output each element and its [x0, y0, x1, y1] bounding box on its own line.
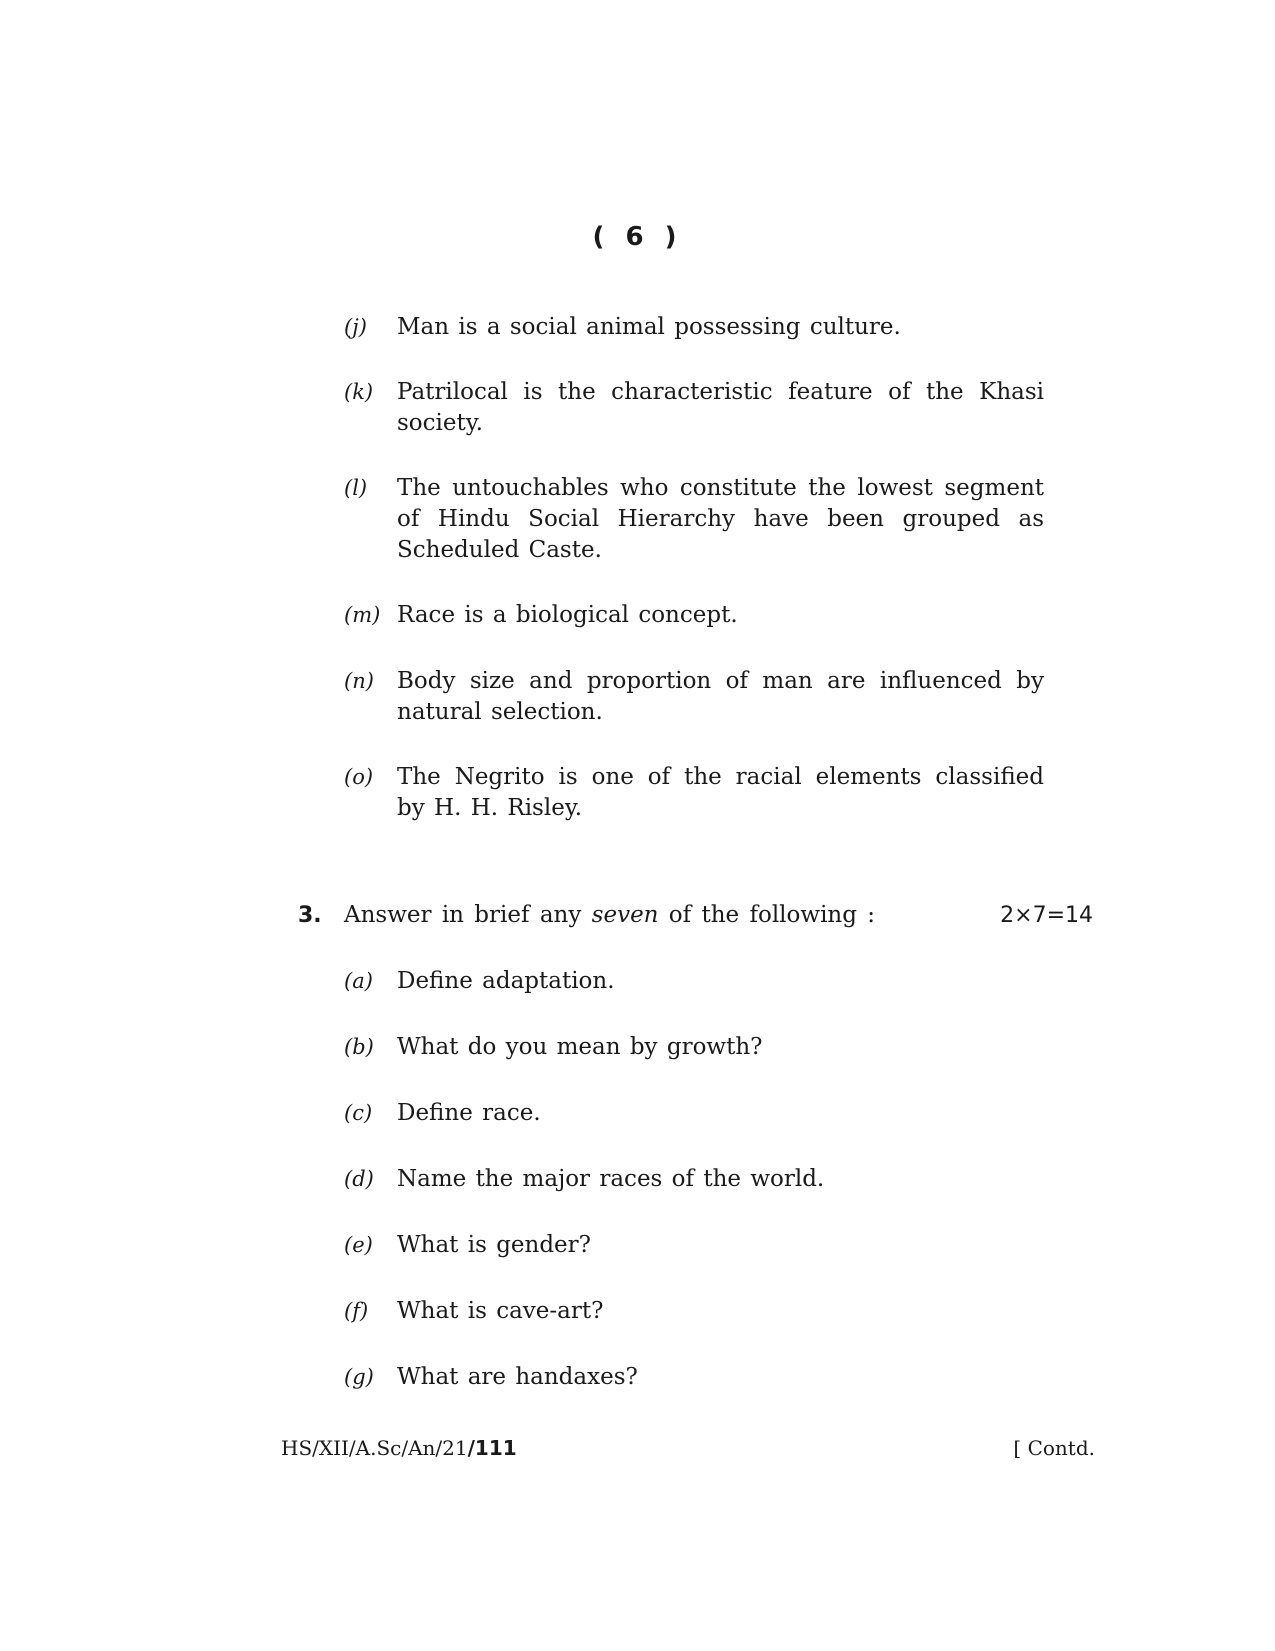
list-item	[344, 377, 1044, 439]
paper-code-prefix: HS/XII/A.Sc/An/21	[281, 1436, 468, 1460]
continued-marker: [ Contd.	[1013, 1436, 1095, 1460]
paper-code-number: /111	[467, 1436, 517, 1460]
question-number: 3.	[298, 903, 322, 928]
instruction-suffix: of the following :	[658, 902, 876, 928]
item-text: What is gender?	[397, 1232, 591, 1258]
list-item	[344, 473, 1044, 566]
item-label: (g)	[344, 1365, 374, 1389]
item-label: (k)	[344, 380, 374, 404]
item-label: (j)	[344, 315, 367, 339]
list-item	[344, 966, 1044, 997]
item-text: The untouchables who constitute the lowest segment of Hindu Social Hierarchy have been grouped as Scheduled Caste.	[397, 475, 1044, 563]
list-item	[344, 1032, 1044, 1063]
list-item	[344, 1230, 1044, 1261]
list-item	[344, 1296, 1044, 1327]
list-item	[344, 600, 1044, 631]
list-item	[344, 762, 1044, 824]
item-text: Man is a social animal possessing culture.	[397, 314, 901, 340]
item-text: What are handaxes?	[397, 1364, 638, 1390]
item-label: (n)	[344, 669, 374, 693]
page-number: ( 6 )	[592, 222, 683, 252]
item-text: Patrilocal is the characteristic feature of the Khasi society.	[397, 379, 1044, 436]
item-label: (m)	[344, 603, 381, 627]
item-text: What is cave-art?	[397, 1298, 604, 1324]
item-text: Define race.	[397, 1100, 541, 1126]
item-label: (c)	[344, 1101, 373, 1125]
question-instruction	[344, 900, 875, 931]
item-label: (f)	[344, 1299, 369, 1323]
list-item	[344, 1362, 1044, 1393]
item-text: Body size and proportion of man are influenced by natural selection.	[397, 668, 1044, 725]
paper-code	[281, 1436, 517, 1460]
item-text: Name the major races of the world.	[397, 1166, 825, 1192]
item-text: Define adaptation.	[397, 968, 615, 994]
list-item	[344, 1098, 1044, 1129]
question-marks: 2×7=14	[1000, 903, 1093, 928]
item-label: (l)	[344, 476, 368, 500]
list-item	[344, 666, 1044, 728]
instruction-emphasis: seven	[591, 902, 659, 928]
item-text: What do you mean by growth?	[397, 1034, 763, 1060]
item-label: (b)	[344, 1035, 374, 1059]
item-label: (a)	[344, 969, 373, 993]
list-item	[344, 312, 1044, 343]
item-text: The Negrito is one of the racial elements classified by H. H. Risley.	[397, 764, 1044, 821]
item-text: Race is a biological concept.	[397, 602, 738, 628]
list-item	[344, 1164, 1044, 1195]
item-label: (d)	[344, 1167, 374, 1191]
item-label: (e)	[344, 1233, 373, 1257]
item-label: (o)	[344, 765, 374, 789]
instruction-prefix: Answer in brief any	[344, 902, 592, 928]
